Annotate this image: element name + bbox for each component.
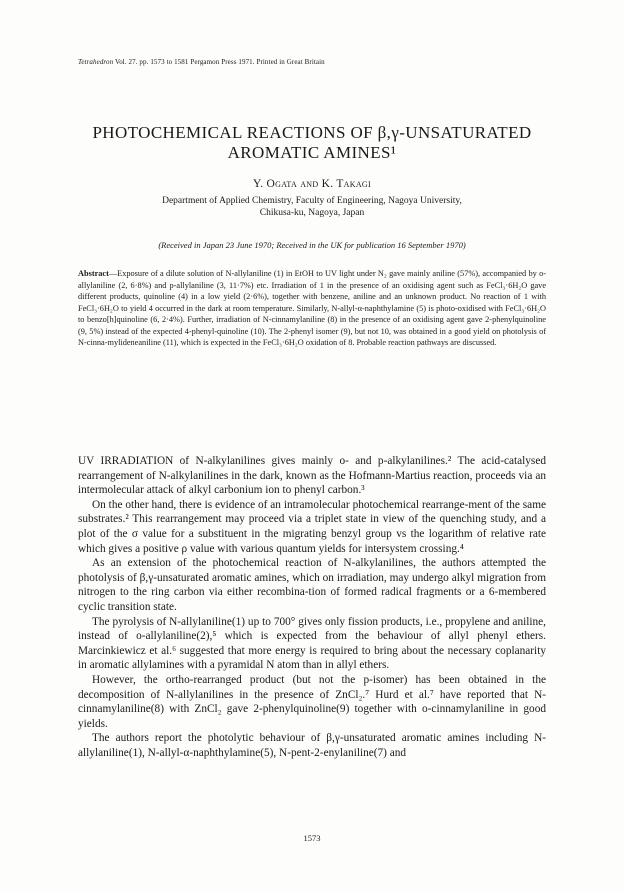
paragraph: On the other hand, there is evidence of an intramolecular photochemical rearrange-ment of the same substrates.² This rearrangement may proceed via a triplet state in view of the quenching study, and a plot of the σ value for a substituent in the migrating benzyl group vs the logarithm of relative rate which gives a positive ρ value with various quantum yields for intersystem crossing.⁴ bbox=[78, 498, 546, 555]
paragraph: The pyrolysis of N-allylaniline(1) up to 700° gives only fission products, i.e., propylene and aniline, instead of o-allylaniline(2),⁵ which is expected from the behaviour of allyl phenyl ethers. Marcinkiewicz et al.⁶ suggested that more energy is required to bring about the necessary coplanarity in aromatic allylamines with a pyramidal N atom than in allyl ethers. bbox=[78, 615, 546, 672]
abstract bbox=[78, 268, 546, 349]
journal-name: Tetrahedron bbox=[78, 58, 114, 66]
affiliation-line-1: Department of Applied Chemistry, Faculty of Engineering, Nagoya University, bbox=[162, 196, 462, 206]
paper-title bbox=[60, 123, 564, 163]
authors: Y. Ogata and K. Takagi bbox=[253, 178, 371, 190]
paragraph: However, the ortho-rearranged product (but not the p-isomer) has been obtained in the decomposition of N-allylanilines in the presence of ZnCl₂.⁷ Hurd et al.⁷ have reported that N-cinnamylaniline(8) with ZnCl₂ gave 2-phenylquinoline(9) together with o-cinnamylaniline in good yields. bbox=[78, 673, 546, 730]
affiliation bbox=[90, 195, 534, 219]
paragraph: The authors report the photolytic behaviour of β,γ-unsaturated aromatic amines including N-allylaniline(1), N-allyl-α-naphthylamine(5), N-pent-2-enylaniline(7) and bbox=[78, 732, 546, 759]
body-text bbox=[78, 454, 546, 760]
title-line-2: AROMATIC AMINES¹ bbox=[227, 143, 397, 162]
abstract-text: —Exposure of a dilute solution of N-allylaniline (1) in EtOH to UV light under N₂ gave mainly aniline (57%), accompanied by o-allylaniline (2, 6·8%) and p-allylaniline (3, 11·7%) etc. Irradiation of 1 in the presence of an oxidising agent such as FeCl₃·6H₂O gave different products, quinoline (4) in a low yield (2·6%), together with benzene, aniline and an unknown product. No reaction of 1 with FeCl₃·6H₂O to yield 4 occurred in the dark at room temperature. Similarly, N-allyl-α-naphthylamine (5) is photo-oxidised with FeCl₃·6H₂O to benzo[h]quinoline (6, 2·4%). Further, irradiation of N-cinnamylaniline (8) in the presence of an oxidising agent gave 2-phenylquinoline (9, 5%) instead of the expected 4-phenyl-quinoline (10). The 2-phenyl isomer (9), but not 10, was obtained in a good yield on photolysis of N-cinna-mylidenеaniline (11), which is expected in the FeCl₃·6H₂O oxidation of 8. Probable reaction pathways are discussed. bbox=[78, 269, 546, 347]
received-dates: (Received in Japan 23 June 1970; Received in the UK for publication 16 September 1970) bbox=[158, 240, 466, 250]
paragraph: UV IRRADIATION of N-alkylanilines gives mainly o- and p-alkylanilines.² The acid-catalysed rearrangement of N-alkylanilines in the dark, known as the Hofmann-Martius reaction, proceeds via an intermolecular attack of alkyl carbonium ion to phenyl carbon.³ bbox=[78, 455, 546, 497]
affiliation-line-2: Chikusa-ku, Nagoya, Japan bbox=[259, 208, 365, 218]
title-line-1: PHOTOCHEMICAL REACTIONS OF β,γ-UNSATURATED bbox=[92, 123, 532, 142]
page-number: 1573 bbox=[303, 833, 321, 843]
journal-details: Vol. 27. pp. 1573 to 1581 Pergamon Press 1971. Printed in Great Britain bbox=[114, 58, 325, 66]
paragraph: As an extension of the photochemical reaction of N-alkylanilines, the authors attempted the photolysis of β,γ-unsaturated aromatic amines, which on irradiation, may undergo alkyl migration from nitrogen to the ring carbon via either recombina-tion of formed radical fragments or a 6-membered cyclic transition state. bbox=[78, 557, 546, 613]
abstract-label: Abstract bbox=[78, 269, 109, 278]
running-head bbox=[78, 58, 325, 66]
